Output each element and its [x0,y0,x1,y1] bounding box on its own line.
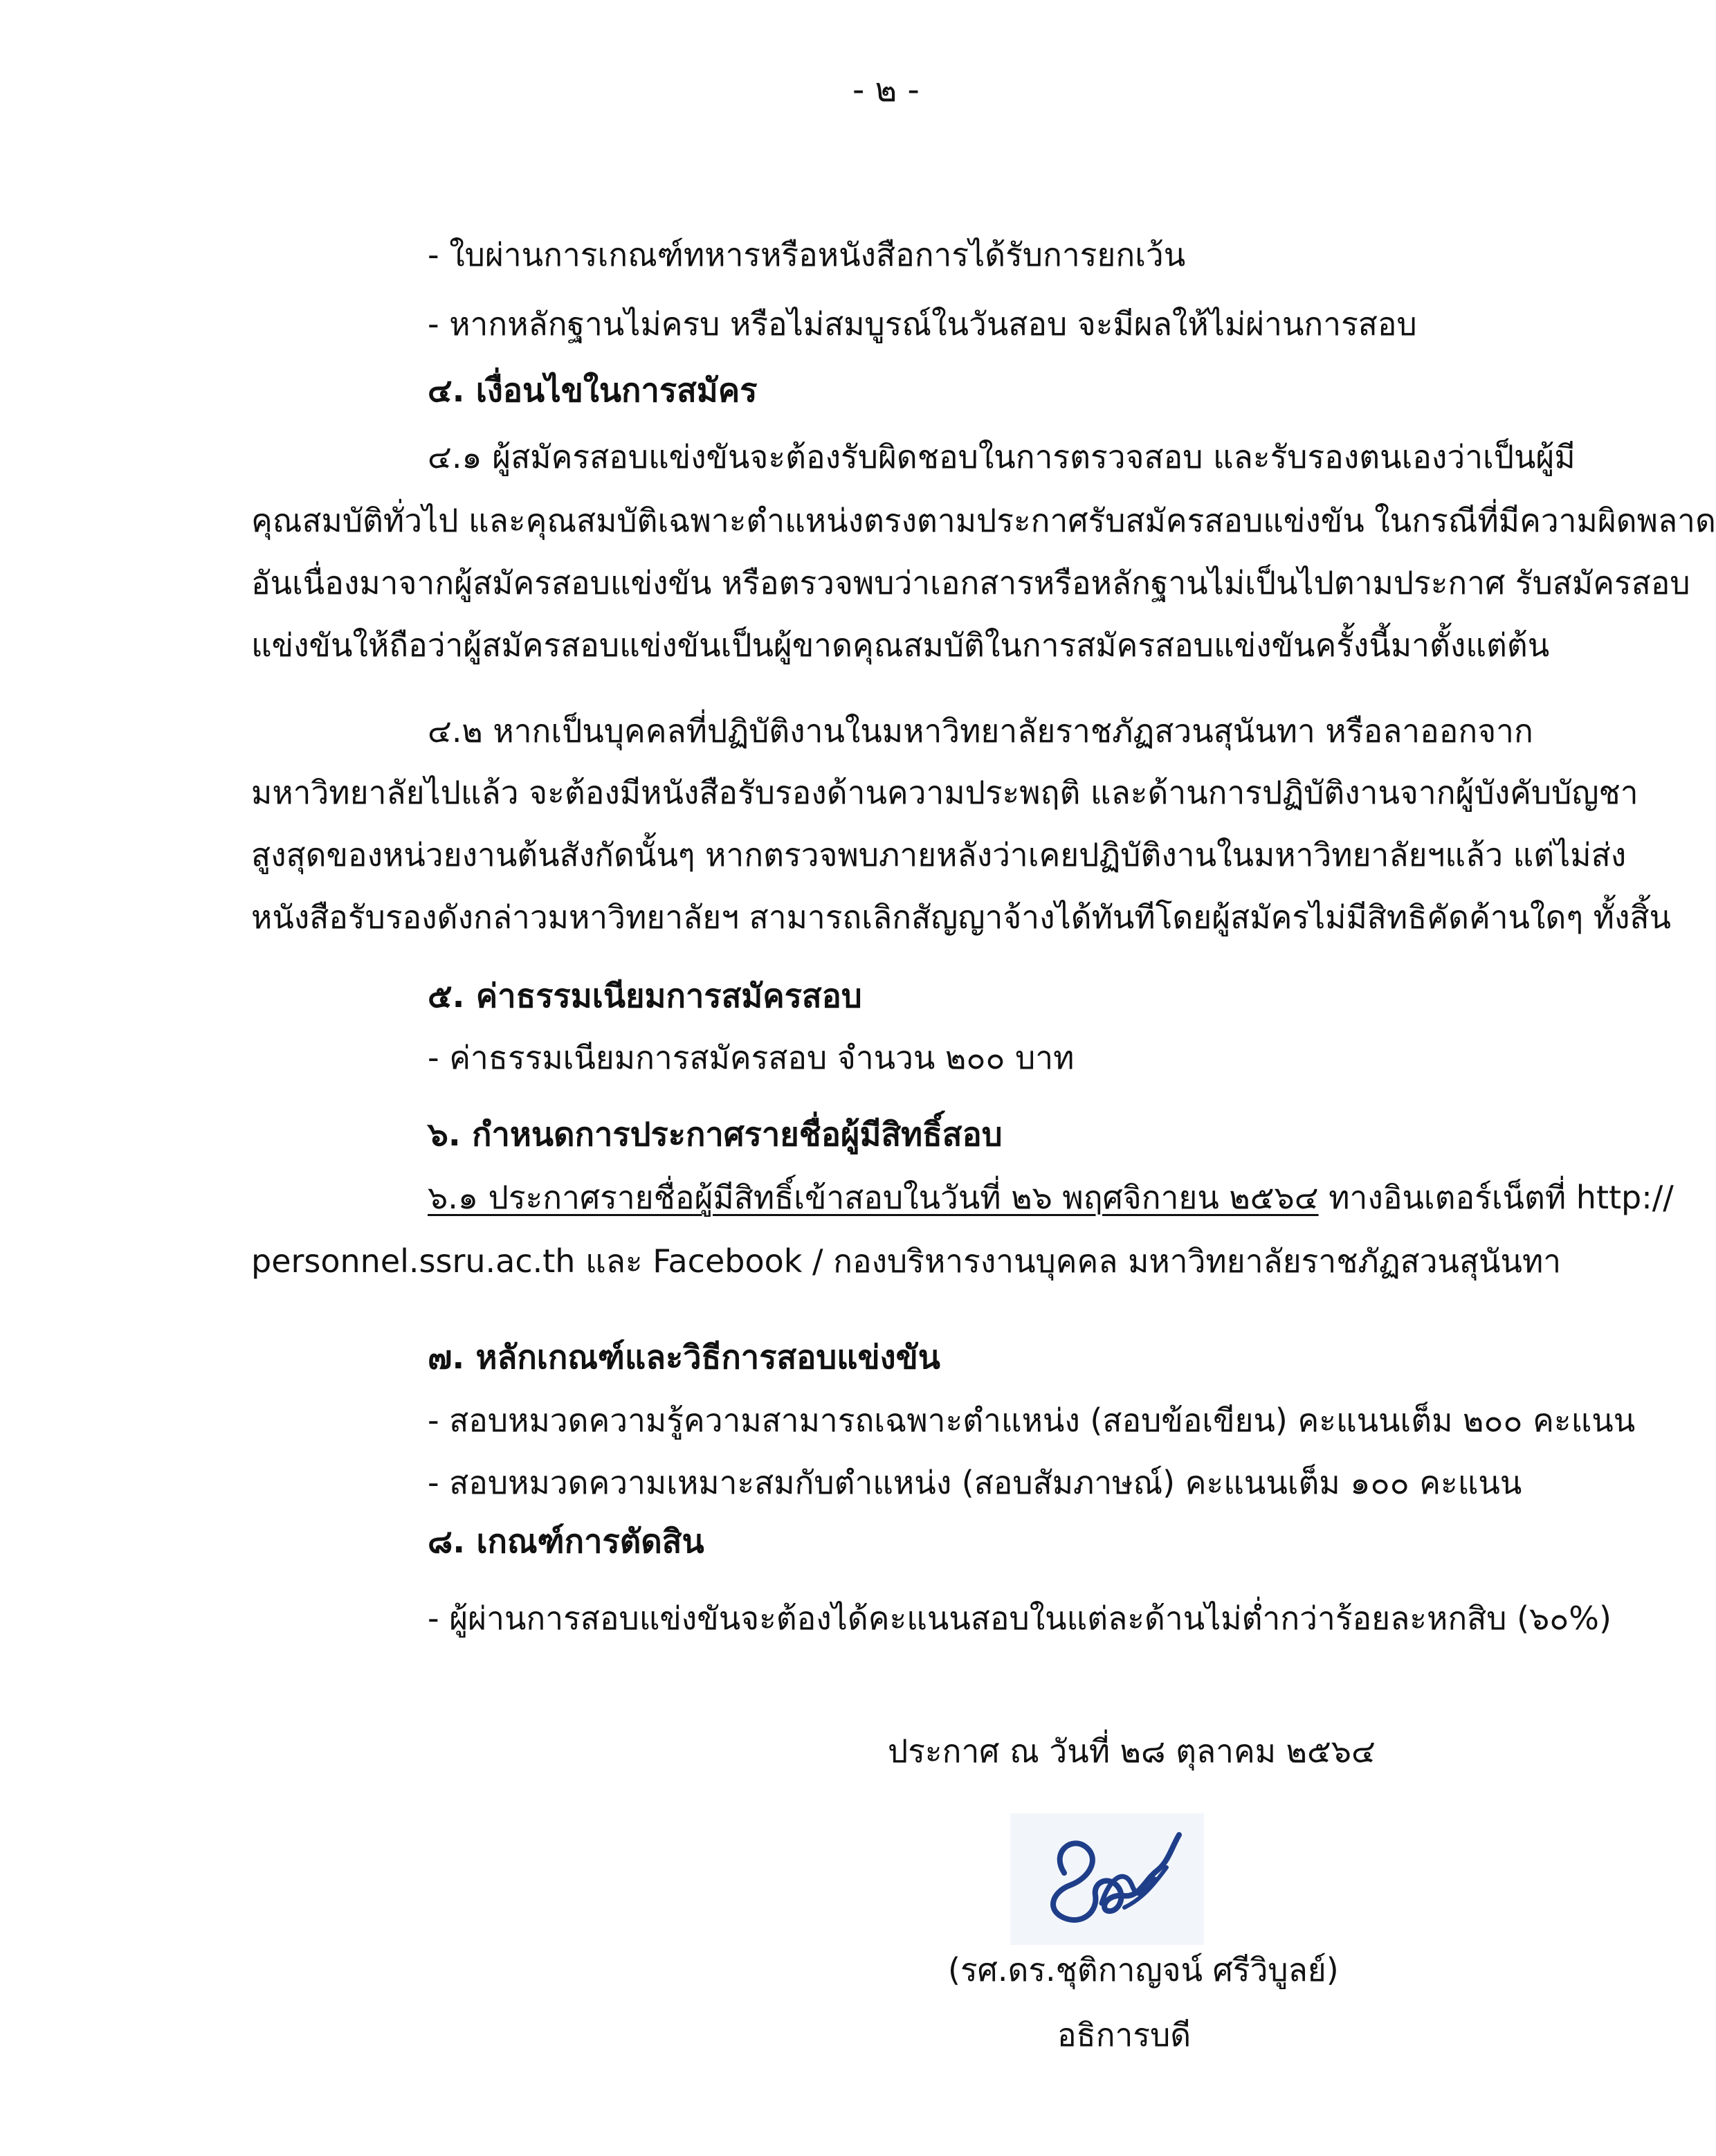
announcement-date-line: ประกาศ ณ วันที่ ๒๘ ตุลาคม ๒๕๖๔ [888,1732,1376,1770]
section-4-2-line-3: สูงสุดของหน่วยงานต้นสังกัดนั้นๆ หากตรวจพบภายหลังว่าเคยปฏิบัติงานในมหาวิทยาลัยฯแล้ว แต่ไม่ส่ง [251,836,1627,873]
section-6-1-line-2: personnel.ssru.ac.th และ Facebook / กองบริหารงานบุคคล มหาวิทยาลัยราชภัฏสวนสุนันทา [251,1242,1562,1280]
section-4-1-line-4: แข่งขันให้ถือว่าผู้สมัครสอบแข่งขันเป็นผู้ขาดคุณสมบัติในการสมัครสอบแข่งขันครั้งนี้มาตั้งแต่ต้น [251,626,1550,664]
evidence-military-bullet: - ใบผ่านการเกณฑ์ทหารหรือหนังสือการได้รับการยกเว้น [428,236,1186,273]
section-8-heading: ๘. เกณฑ์การตัดสิน [428,1523,704,1561]
section-4-1-line-1: ๔.๑ ผู้สมัครสอบแข่งขันจะต้องรับผิดชอบในการตรวจสอบ และรับรองตนเองว่าเป็นผู้มี [428,438,1576,475]
section-7-heading: ๗. หลักเกณฑ์และวิธีการสอบแข่งขัน [428,1339,940,1377]
announcement-channel-text: ทางอินเตอร์เน็ตที่ http:// [1318,1179,1674,1216]
section-6-1-line-1 [428,1177,1674,1218]
signer-title: อธิการบดี [1057,2016,1192,2054]
section-4-2-line-1: ๔.๒ หากเป็นบุคคลที่ปฏิบัติงานในมหาวิทยาลัยราชภัฏสวนสุนันทา หรือลาออกจาก [428,712,1533,750]
application-fee-bullet: - ค่าธรรมเนียมการสมัครสอบ จำนวน ๒๐๐ บาท [428,1039,1075,1076]
page-number: - ๒ - [852,71,920,109]
interview-exam-bullet: - สอบหมวดความเหมาะสมกับตำแหน่ง (สอบสัมภาษณ์) คะแนนเต็ม ๑๐๐ คะแนน [428,1464,1522,1501]
section-4-1-line-3: อันเนื่องมาจากผู้สมัครสอบแข่งขัน หรือตรวจพบว่าเอกสารหรือหลักฐานไม่เป็นไปตามประกาศ รับสมัครสอบ [251,564,1690,601]
section-4-heading: ๔. เงื่อนไขในการสมัคร [428,372,758,410]
section-4-2-line-4: หนังสือรับรองดังกล่าวมหาวิทยาลัยฯ สามารถเลิกสัญญาจ้างได้ทันทีโดยผู้สมัครไม่มีสิทธิคัดค้านใดๆ ทั้งสิ้น [251,898,1671,936]
announcement-date-underlined: ๖.๑ ประกาศรายชื่อผู้มีสิทธิ์เข้าสอบในวันที่ ๒๖ พฤศจิกายน ๒๕๖๔ [428,1179,1319,1216]
handwritten-signature [1010,1813,1204,1945]
section-4-1-line-2: คุณสมบัติทั่วไป และคุณสมบัติเฉพาะตำแหน่งตรงตามประกาศรับสมัครสอบแข่งขัน ในกรณีที่มีความผิดพลาด [251,502,1716,539]
written-exam-bullet: - สอบหมวดความรู้ความสามารถเฉพาะตำแหน่ง (สอบข้อเขียน) คะแนนเต็ม ๒๐๐ คะแนน [428,1402,1636,1439]
section-6-heading: ๖. กำหนดการประกาศรายชื่อผู้มีสิทธิ์สอบ [428,1116,1003,1154]
signer-name: (รศ.ดร.ชุติกาญจน์ ศรีวิบูลย์) [948,1951,1339,1989]
evidence-incomplete-bullet: - หากหลักฐานไม่ครบ หรือไม่สมบูรณ์ในวันสอบ จะมีผลให้ไม่ผ่านการสอบ [428,305,1417,343]
passing-criteria-bullet: - ผู้ผ่านการสอบแข่งขันจะต้องได้คะแนนสอบในแต่ละด้านไม่ต่ำกว่าร้อยละหกสิบ (๖๐%) [428,1600,1612,1637]
section-4-2-line-2: มหาวิทยาลัยไปแล้ว จะต้องมีหนังสือรับรองด้านความประพฤติ และด้านการปฏิบัติงานจากผู้บังคับบัญชา [251,774,1639,811]
section-5-heading: ๕. ค่าธรรมเนียมการสมัครสอบ [428,977,862,1015]
